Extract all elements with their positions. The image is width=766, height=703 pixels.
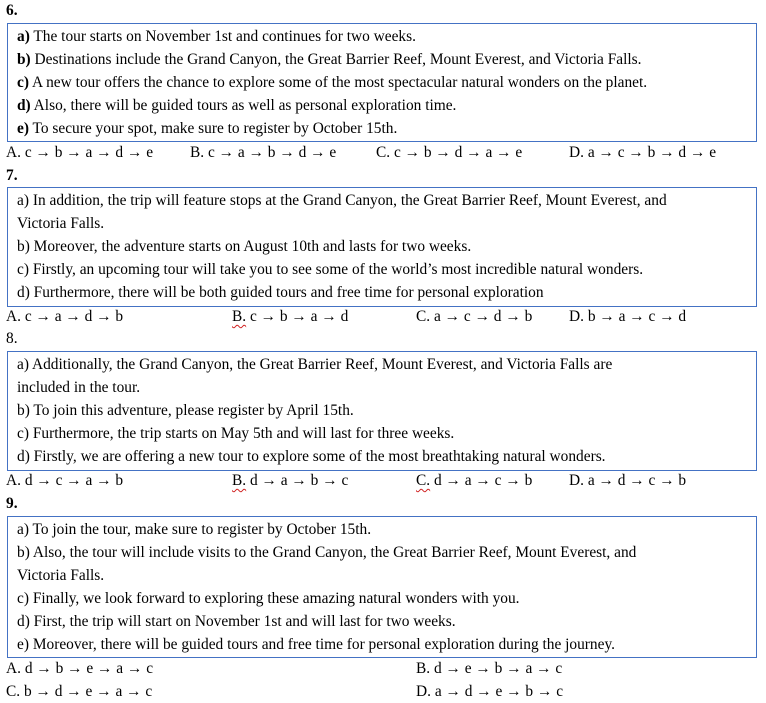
sentence-label: a) [17, 521, 29, 538]
option-letter: C. [416, 472, 431, 489]
option-letter: B. [232, 308, 247, 325]
sentence-text-continuation: Victoria Falls. [17, 215, 105, 232]
sentence-line [17, 353, 612, 376]
option-text: c → b → a → d → e [20, 144, 154, 161]
option-text: a → d → e → b → c [430, 683, 564, 700]
option-letter: C. [6, 683, 21, 700]
option-letter: A. [6, 308, 21, 325]
option-letter: D. [416, 683, 431, 700]
option-text: c → a → b → d → e [204, 144, 337, 161]
answer-option-d[interactable] [569, 142, 716, 164]
option-text: d → b → e → a → c [20, 660, 154, 677]
answer-option-d[interactable] [416, 681, 563, 703]
sentence-line [17, 564, 104, 587]
sentence-text: To secure your spot, make sure to register by October 15th. [28, 120, 398, 137]
sentence-text: Firstly, an upcoming tour will take you to see some of the world’s most incredible natural wonders. [28, 261, 644, 278]
option-letter: C. [376, 144, 391, 161]
sentence-text: To join the tour, make sure to register by October 15th. [28, 521, 372, 538]
sentence-label: a) [17, 192, 29, 209]
sentence-line [17, 235, 471, 258]
question-number: 6. [6, 2, 18, 19]
sentence-label: c) [17, 74, 29, 91]
sentence-line [17, 189, 667, 212]
answer-option-b[interactable] [232, 470, 348, 492]
sentence-box [7, 516, 757, 658]
sentence-text: Moreover, there will be guided tours and free time for personal exploration during the journey. [28, 636, 616, 653]
sentence-line [17, 117, 397, 140]
sentence-box [7, 187, 757, 307]
answer-option-a[interactable] [6, 658, 153, 680]
answer-option-a[interactable] [6, 142, 153, 164]
option-text: b → d → e → a → c [20, 683, 153, 700]
sentence-text: In addition, the trip will feature stops at the Grand Canyon, the Great Barrier Reef, Mount Everest, and [28, 192, 667, 209]
sentence-box [7, 351, 757, 471]
sentence-text-continuation: included in the tour. [17, 379, 141, 396]
sentence-text: Furthermore, there will be both guided tours and free time for personal exploration [29, 284, 544, 301]
sentence-text: The tour starts on November 1st and continues for two weeks. [29, 28, 416, 45]
option-letter: A. [6, 144, 21, 161]
sentence-label: b) [17, 238, 30, 255]
sentence-text: Destinations include the Grand Canyon, the Great Barrier Reef, Mount Everest, and Victoria Falls. [30, 51, 642, 68]
option-letter: C. [416, 308, 431, 325]
option-letter: B. [416, 660, 431, 677]
option-text: b → a → c → d [583, 308, 687, 325]
sentence-label: c) [17, 261, 29, 278]
option-letter: D. [569, 472, 584, 489]
option-letter: B. [190, 144, 205, 161]
sentence-label: d) [17, 613, 30, 630]
sentence-line [17, 281, 544, 304]
sentence-line [17, 376, 140, 399]
sentence-line [17, 399, 354, 422]
sentence-label: c) [17, 590, 29, 607]
answer-option-b[interactable] [190, 142, 336, 164]
sentence-text: Furthermore, the trip starts on May 5th and will last for three weeks. [28, 425, 455, 442]
sentence-text: Additionally, the Grand Canyon, the Great Barrier Reef, Mount Everest, and Victoria Falls are [28, 356, 613, 373]
option-text: d → e → b → a → c [430, 660, 563, 677]
answer-option-b[interactable] [232, 306, 348, 328]
option-text: c → b → a → d [246, 308, 349, 325]
question-number: 7. [6, 167, 18, 184]
sentence-text: Finally, we look forward to exploring these amazing natural wonders with you. [28, 590, 520, 607]
sentence-line [17, 541, 636, 564]
option-text: a → d → c → b [583, 472, 687, 489]
option-text: c → b → d → a → e [390, 144, 523, 161]
sentence-text: To join this adventure, please register by April 15th. [29, 402, 354, 419]
sentence-line [17, 610, 456, 633]
sentence-label: d) [17, 448, 30, 465]
sentence-text: A new tour offers the chance to explore some of the most spectacular natural wonders on the planet. [28, 74, 648, 91]
sentence-line [17, 445, 606, 468]
sentence-label: d) [17, 284, 30, 301]
sentence-label: a) [17, 356, 29, 373]
sentence-box [7, 23, 757, 142]
answer-option-c[interactable] [416, 306, 532, 328]
answer-option-d[interactable] [569, 470, 686, 492]
sentence-text-continuation: Victoria Falls. [17, 567, 105, 584]
sentence-line [17, 212, 104, 235]
sentence-label: c) [17, 425, 29, 442]
option-text: d → a → c → b [430, 472, 533, 489]
sentence-line [17, 587, 520, 610]
option-text: d → c → a → b [20, 472, 124, 489]
sentence-line [17, 94, 456, 117]
answer-option-c[interactable] [6, 681, 152, 703]
answer-option-a[interactable] [6, 306, 123, 328]
option-letter: B. [232, 472, 247, 489]
option-text: c → a → d → b [20, 308, 124, 325]
answer-option-d[interactable] [569, 306, 686, 328]
sentence-text: Moreover, the adventure starts on August 10th and lasts for two weeks. [29, 238, 472, 255]
option-text: a → c → b → d → e [583, 144, 717, 161]
sentence-line [17, 258, 643, 281]
question-number: 9. [6, 495, 18, 512]
sentence-label: b) [17, 51, 31, 68]
sentence-line [17, 71, 647, 94]
sentence-label: e) [17, 120, 29, 137]
sentence-label: d) [17, 97, 31, 114]
sentence-line [17, 25, 416, 48]
sentence-label: a) [17, 28, 30, 45]
sentence-text: Also, the tour will include visits to the Grand Canyon, the Great Barrier Reef, Mount Everest, and [29, 544, 637, 561]
sentence-label: e) [17, 636, 29, 653]
option-letter: D. [569, 144, 584, 161]
answer-option-a[interactable] [6, 470, 123, 492]
option-text: a → c → d → b [430, 308, 533, 325]
sentence-line [17, 48, 642, 71]
option-text: d → a → b → c [246, 472, 349, 489]
sentence-line [17, 518, 371, 541]
sentence-line [17, 422, 454, 445]
sentence-label: b) [17, 402, 30, 419]
option-letter: D. [569, 308, 584, 325]
option-letter: A. [6, 660, 21, 677]
sentence-text: Firstly, we are offering a new tour to explore some of the most breathtaking natural wonders. [29, 448, 606, 465]
sentence-text: Also, there will be guided tours as well as personal exploration time. [30, 97, 457, 114]
sentence-label: b) [17, 544, 30, 561]
sentence-text: First, the trip will start on November 1st and will last for two weeks. [29, 613, 456, 630]
option-letter: A. [6, 472, 21, 489]
question-number: 8. [6, 330, 18, 347]
answer-option-c[interactable] [416, 470, 532, 492]
sentence-line [17, 633, 615, 656]
answer-option-c[interactable] [376, 142, 522, 164]
answer-option-b[interactable] [416, 658, 562, 680]
